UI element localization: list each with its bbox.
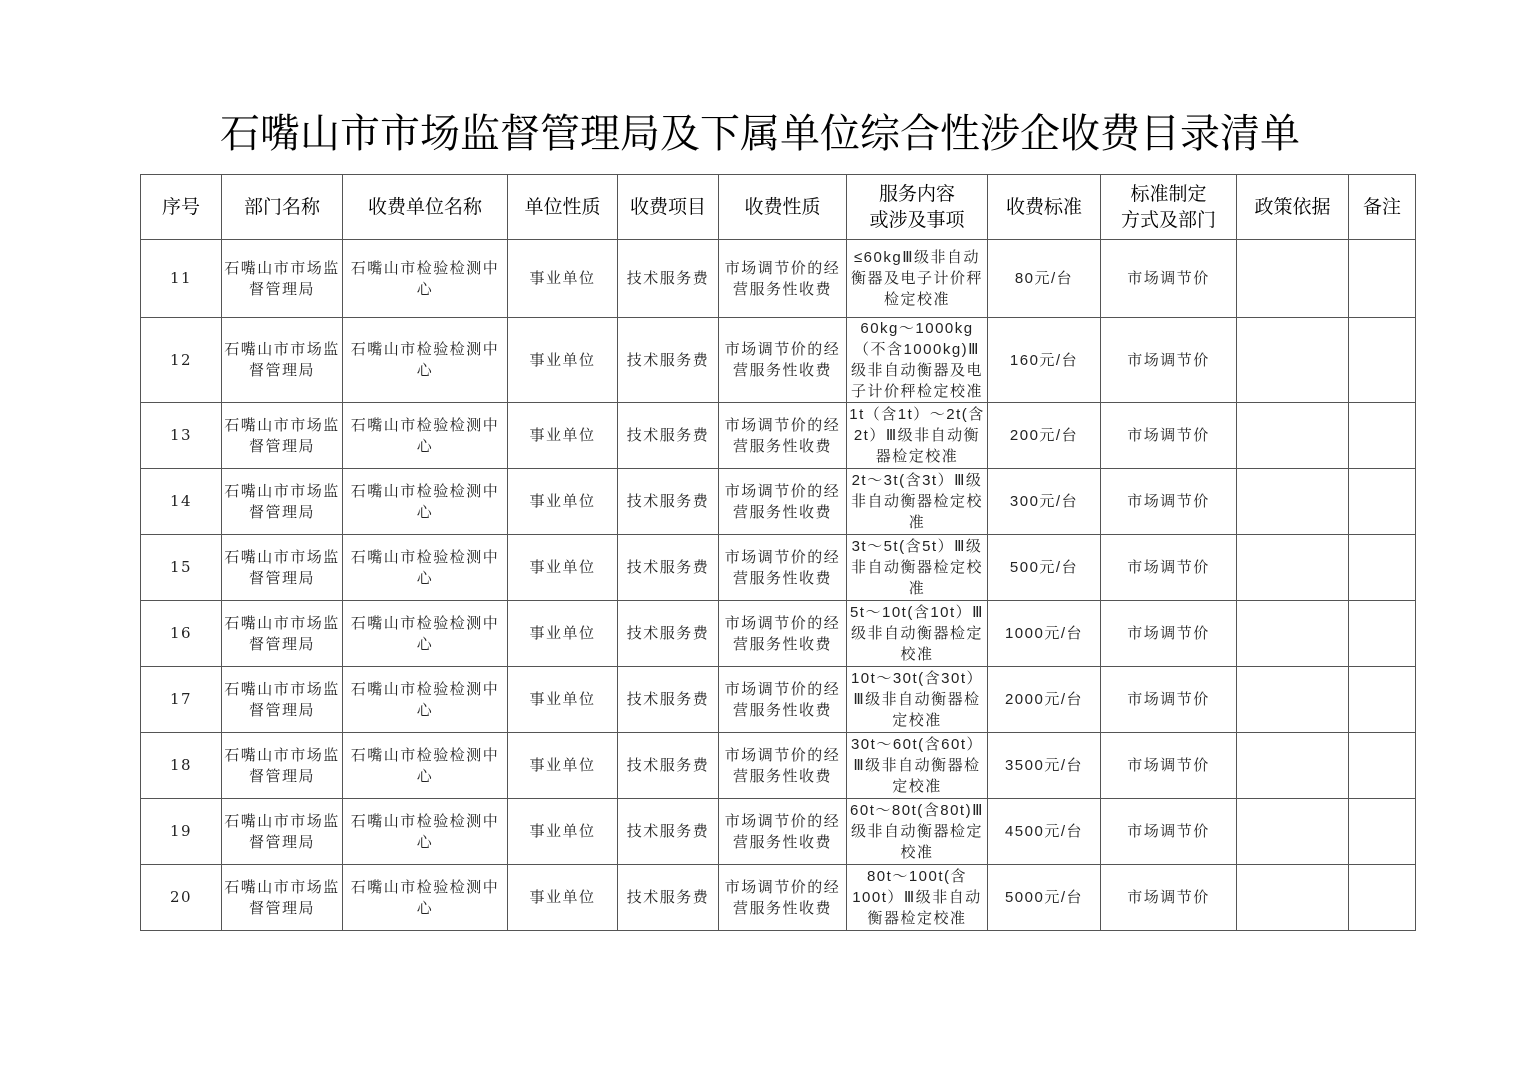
cell-unit-name: 石嘴山市检验检测中心 xyxy=(343,601,508,667)
cell-policy xyxy=(1237,733,1349,799)
header-fee-nature: 收费性质 xyxy=(719,175,847,240)
cell-department: 石嘴山市市场监督管理局 xyxy=(222,403,343,469)
cell-policy xyxy=(1237,535,1349,601)
cell-unit-name: 石嘴山市检验检测中心 xyxy=(343,667,508,733)
cell-unit-name: 石嘴山市检验检测中心 xyxy=(343,799,508,865)
cell-fee-item: 技术服务费 xyxy=(618,403,719,469)
cell-standard: 200元/台 xyxy=(988,403,1101,469)
header-unit-name: 收费单位名称 xyxy=(343,175,508,240)
cell-fee-nature: 市场调节价的经营服务性收费 xyxy=(719,469,847,535)
cell-fee-item: 技术服务费 xyxy=(618,318,719,403)
cell-standard: 500元/台 xyxy=(988,535,1101,601)
cell-remark xyxy=(1349,733,1416,799)
cell-standard: 300元/台 xyxy=(988,469,1101,535)
cell-department: 石嘴山市市场监督管理局 xyxy=(222,799,343,865)
cell-service: 60kg～1000kg（不含1000kg)Ⅲ级非自动衡器及电子计价秤检定校准 xyxy=(847,318,988,403)
cell-policy xyxy=(1237,403,1349,469)
cell-department: 石嘴山市市场监督管理局 xyxy=(222,733,343,799)
cell-unit-name: 石嘴山市检验检测中心 xyxy=(343,733,508,799)
cell-fee-item: 技术服务费 xyxy=(618,865,719,931)
cell-service: 80t～100t(含100t）Ⅲ级非自动衡器检定校准 xyxy=(847,865,988,931)
cell-remark xyxy=(1349,318,1416,403)
table-row xyxy=(141,240,1416,318)
cell-unit-nature: 事业单位 xyxy=(508,601,618,667)
cell-seq: 14 xyxy=(141,469,222,535)
cell-method: 市场调节价 xyxy=(1101,403,1237,469)
cell-seq: 15 xyxy=(141,535,222,601)
header-fee-item: 收费项目 xyxy=(618,175,719,240)
header-method xyxy=(1101,175,1237,240)
cell-department: 石嘴山市市场监督管理局 xyxy=(222,469,343,535)
cell-seq: 11 xyxy=(141,240,222,318)
cell-service: 60t～80t(含80t)Ⅲ级非自动衡器检定校准 xyxy=(847,799,988,865)
table-row xyxy=(141,733,1416,799)
cell-unit-name: 石嘴山市检验检测中心 xyxy=(343,469,508,535)
cell-fee-nature: 市场调节价的经营服务性收费 xyxy=(719,535,847,601)
cell-fee-nature: 市场调节价的经营服务性收费 xyxy=(719,733,847,799)
header-seq: 序号 xyxy=(141,175,222,240)
cell-remark xyxy=(1349,535,1416,601)
header-unit-nature: 单位性质 xyxy=(508,175,618,240)
cell-remark xyxy=(1349,469,1416,535)
cell-fee-nature: 市场调节价的经营服务性收费 xyxy=(719,318,847,403)
cell-service: ≤60kgⅢ级非自动衡器及电子计价秤检定校准 xyxy=(847,240,988,318)
cell-method: 市场调节价 xyxy=(1101,733,1237,799)
table-row xyxy=(141,601,1416,667)
cell-standard: 2000元/台 xyxy=(988,667,1101,733)
cell-unit-nature: 事业单位 xyxy=(508,240,618,318)
cell-service: 30t～60t(含60t）Ⅲ级非自动衡器检定校准 xyxy=(847,733,988,799)
cell-policy xyxy=(1237,601,1349,667)
cell-remark xyxy=(1349,667,1416,733)
cell-fee-item: 技术服务费 xyxy=(618,240,719,318)
cell-unit-nature: 事业单位 xyxy=(508,318,618,403)
cell-service: 5t～10t(含10t）Ⅲ级非自动衡器检定校准 xyxy=(847,601,988,667)
header-method-line1: 标准制定 xyxy=(1130,183,1207,205)
cell-standard: 80元/台 xyxy=(988,240,1101,318)
cell-remark xyxy=(1349,601,1416,667)
document-title: 石嘴山市市场监督管理局及下属单位综合性涉企收费目录清单 xyxy=(220,111,1300,157)
cell-standard: 5000元/台 xyxy=(988,865,1101,931)
cell-department: 石嘴山市市场监督管理局 xyxy=(222,535,343,601)
cell-policy xyxy=(1237,799,1349,865)
cell-seq: 18 xyxy=(141,733,222,799)
cell-fee-item: 技术服务费 xyxy=(618,733,719,799)
cell-standard: 3500元/台 xyxy=(988,733,1101,799)
header-department: 部门名称 xyxy=(222,175,343,240)
cell-fee-item: 技术服务费 xyxy=(618,535,719,601)
table-header-row xyxy=(141,175,1416,240)
cell-unit-name: 石嘴山市检验检测中心 xyxy=(343,403,508,469)
header-policy: 政策依据 xyxy=(1237,175,1349,240)
cell-fee-nature: 市场调节价的经营服务性收费 xyxy=(719,865,847,931)
cell-unit-nature: 事业单位 xyxy=(508,535,618,601)
cell-fee-item: 技术服务费 xyxy=(618,799,719,865)
cell-department: 石嘴山市市场监督管理局 xyxy=(222,865,343,931)
table-row xyxy=(141,799,1416,865)
cell-remark xyxy=(1349,403,1416,469)
cell-department: 石嘴山市市场监督管理局 xyxy=(222,318,343,403)
cell-method: 市场调节价 xyxy=(1101,469,1237,535)
cell-unit-name: 石嘴山市检验检测中心 xyxy=(343,318,508,403)
cell-remark xyxy=(1349,865,1416,931)
cell-method: 市场调节价 xyxy=(1101,865,1237,931)
cell-service: 2t～3t(含3t）Ⅲ级非自动衡器检定校准 xyxy=(847,469,988,535)
cell-unit-name: 石嘴山市检验检测中心 xyxy=(343,865,508,931)
cell-unit-name: 石嘴山市检验检测中心 xyxy=(343,535,508,601)
cell-method: 市场调节价 xyxy=(1101,318,1237,403)
cell-fee-nature: 市场调节价的经营服务性收费 xyxy=(719,601,847,667)
cell-unit-nature: 事业单位 xyxy=(508,469,618,535)
cell-method: 市场调节价 xyxy=(1101,240,1237,318)
cell-department: 石嘴山市市场监督管理局 xyxy=(222,601,343,667)
cell-department: 石嘴山市市场监督管理局 xyxy=(222,240,343,318)
cell-standard: 1000元/台 xyxy=(988,601,1101,667)
header-service-line2: 或涉及事项 xyxy=(869,209,965,231)
cell-service: 3t～5t(含5t）Ⅲ级非自动衡器检定校准 xyxy=(847,535,988,601)
cell-unit-name: 石嘴山市检验检测中心 xyxy=(343,240,508,318)
header-standard: 收费标准 xyxy=(988,175,1101,240)
cell-seq: 12 xyxy=(141,318,222,403)
header-service xyxy=(847,175,988,240)
cell-fee-item: 技术服务费 xyxy=(618,667,719,733)
cell-method: 市场调节价 xyxy=(1101,601,1237,667)
cell-seq: 13 xyxy=(141,403,222,469)
cell-method: 市场调节价 xyxy=(1101,535,1237,601)
cell-seq: 20 xyxy=(141,865,222,931)
header-service-line1: 服务内容 xyxy=(878,183,955,205)
cell-department: 石嘴山市市场监督管理局 xyxy=(222,667,343,733)
table-row xyxy=(141,667,1416,733)
cell-policy xyxy=(1237,667,1349,733)
table-row xyxy=(141,318,1416,403)
cell-unit-nature: 事业单位 xyxy=(508,403,618,469)
cell-unit-nature: 事业单位 xyxy=(508,733,618,799)
cell-fee-item: 技术服务费 xyxy=(618,601,719,667)
cell-fee-nature: 市场调节价的经营服务性收费 xyxy=(719,240,847,318)
table-row xyxy=(141,535,1416,601)
cell-policy xyxy=(1237,865,1349,931)
cell-unit-nature: 事业单位 xyxy=(508,667,618,733)
cell-policy xyxy=(1237,318,1349,403)
cell-remark xyxy=(1349,799,1416,865)
table-row xyxy=(141,403,1416,469)
cell-standard: 160元/台 xyxy=(988,318,1101,403)
cell-standard: 4500元/台 xyxy=(988,799,1101,865)
cell-method: 市场调节价 xyxy=(1101,799,1237,865)
cell-unit-nature: 事业单位 xyxy=(508,865,618,931)
header-remark: 备注 xyxy=(1349,175,1416,240)
cell-seq: 19 xyxy=(141,799,222,865)
cell-service: 10t～30t(含30t）Ⅲ级非自动衡器检定校准 xyxy=(847,667,988,733)
cell-seq: 16 xyxy=(141,601,222,667)
header-method-line2: 方式及部门 xyxy=(1120,209,1216,231)
table-row xyxy=(141,469,1416,535)
cell-unit-nature: 事业单位 xyxy=(508,799,618,865)
cell-remark xyxy=(1349,240,1416,318)
cell-fee-nature: 市场调节价的经营服务性收费 xyxy=(719,667,847,733)
fee-catalog-table xyxy=(140,174,1416,931)
table-row xyxy=(141,865,1416,931)
cell-fee-nature: 市场调节价的经营服务性收费 xyxy=(719,403,847,469)
cell-fee-item: 技术服务费 xyxy=(618,469,719,535)
cell-policy xyxy=(1237,240,1349,318)
cell-seq: 17 xyxy=(141,667,222,733)
cell-policy xyxy=(1237,469,1349,535)
cell-service: 1t（含1t）～2t(含2t）Ⅲ级非自动衡器检定校准 xyxy=(847,403,988,469)
cell-fee-nature: 市场调节价的经营服务性收费 xyxy=(719,799,847,865)
cell-method: 市场调节价 xyxy=(1101,667,1237,733)
